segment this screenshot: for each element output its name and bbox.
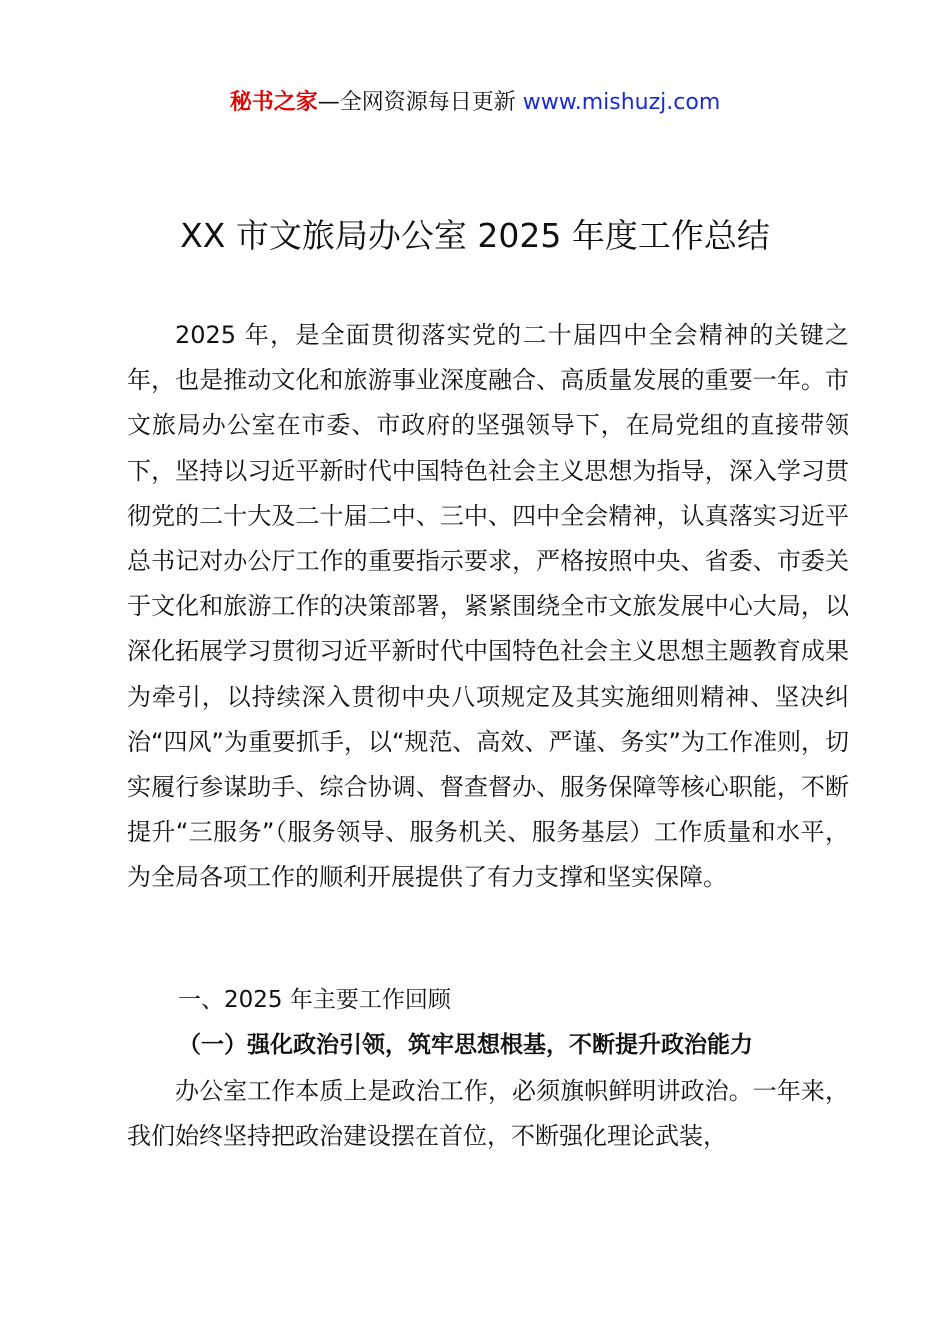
subsection-paragraph: 办公室工作本质上是政治工作，必须旗帜鲜明讲政治。一年来，我们始终坚持把政治建设摆在首位，不断强化理论武装，: [127, 1077, 849, 1151]
subsection-heading: （一）强化政治引领，筑牢思想根基，不断提升政治能力: [178, 1032, 753, 1058]
section-heading: 一、2025 年主要工作回顾: [178, 987, 451, 1013]
site-brand: 秘书之家: [229, 90, 318, 115]
intro-paragraph: 2025 年，是全面贯彻落实党的二十届四中全会精神的关键之年，也是推动文化和旅游事业深度融合、高质量发展的重要一年。市文旅局办公室在市委、市政府的坚强领导下，在局党组的直接带领下，坚持以习近平新时代中国特色社会主义思想为指导，深入学习贯彻党的二十大及二十届二中、三中、四中全会精神，认真落实习近平总书记对办公厅工作的重要指示要求，严格按照中央、省委、市委关于文化和旅游工作的决策部署，紧紧围绕全市文旅发展中心大局，以深化拓展学习贯彻习近平新时代中国特色社会主义思想主题教育成果为牵引，以持续深入贯彻中央八项规定及其实施细则精神、坚决纠治“四风”为重要抓手，以“规范、高效、严谨、务实”为工作准则，切实履行参谋助手、综合协调、督查督办、服务保障等核心职能，不断提升“三服务”（服务领导、服务机关、服务基层）工作质量和水平，为全局各项工作的顺利开展提供了有力支撑和坚实保障。: [127, 321, 849, 892]
site-slogan: —全网资源每日更新: [317, 90, 523, 115]
site-header: [0, 88, 950, 118]
site-url-link[interactable]: www.mishuzj.com: [522, 90, 721, 115]
document-title: XX 市文旅局办公室 2025 年度工作总结: [180, 216, 770, 255]
